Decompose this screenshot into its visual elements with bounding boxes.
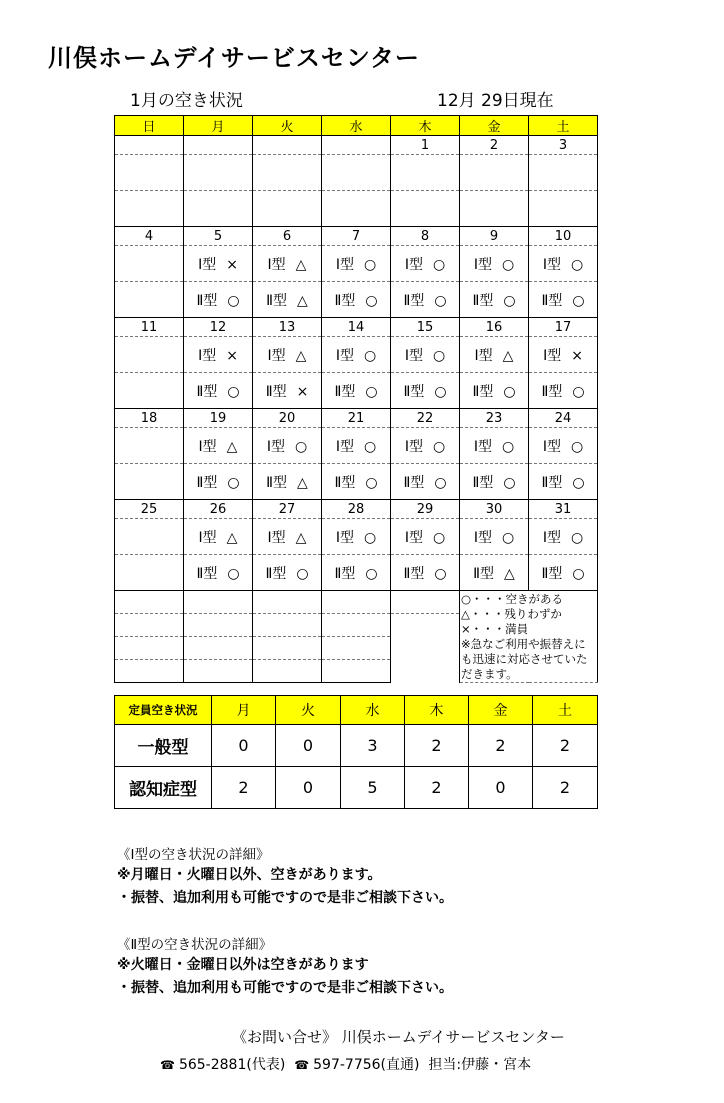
empty-cell <box>253 591 322 614</box>
service-type-label: Ⅱ型 <box>196 565 218 582</box>
service-type-label: Ⅰ型 <box>267 529 286 546</box>
availability-cell <box>391 246 460 282</box>
capacity-value: 0 <box>212 725 276 767</box>
availability-cell <box>391 519 460 555</box>
date-cell: 31 <box>529 500 598 519</box>
date-cell: 21 <box>322 409 391 428</box>
availability-mark: ○ <box>227 565 240 582</box>
availability-cell <box>391 464 460 500</box>
availability-mark: △ <box>226 529 238 546</box>
availability-mark: ○ <box>363 256 377 273</box>
availability-cell <box>460 519 529 555</box>
service-type-label: Ⅰ型 <box>404 529 423 546</box>
weekday-header: 金 <box>460 116 529 136</box>
availability-mark: ○ <box>434 292 447 309</box>
availability-mark: ○ <box>432 256 446 273</box>
date-cell: 14 <box>322 318 391 337</box>
availability-cell <box>253 428 322 464</box>
type1-detail-line2: ・振替、追加利用も可能ですので是非ご相談下さい。 <box>117 890 453 906</box>
phone-icon: ☎ <box>160 1058 175 1072</box>
service-type-label: Ⅱ型 <box>265 383 287 400</box>
service-type-label: Ⅱ型 <box>266 474 288 491</box>
availability-cell <box>529 519 598 555</box>
availability-mark: ○ <box>365 565 378 582</box>
empty-cell <box>322 591 391 614</box>
availability-mark: ○ <box>572 383 585 400</box>
service-type-label: Ⅰ型 <box>474 347 493 364</box>
date-cell: 26 <box>184 500 253 519</box>
capacity-value: 0 <box>276 767 341 809</box>
availability-mark: ○ <box>503 474 516 491</box>
availability-cell <box>115 373 184 409</box>
availability-cell <box>391 373 460 409</box>
tel-main: 565-2881(代表) <box>178 1057 286 1073</box>
service-type-label: Ⅱ型 <box>541 292 563 309</box>
service-type-label: Ⅱ型 <box>472 292 494 309</box>
availability-cell <box>115 191 184 227</box>
availability-mark: ○ <box>570 256 584 273</box>
availability-cell <box>184 337 253 373</box>
availability-mark: ○ <box>432 347 446 364</box>
availability-mark: × <box>226 347 238 364</box>
capacity-day-header: 火 <box>276 696 341 725</box>
availability-cell <box>184 282 253 318</box>
availability-cell <box>391 428 460 464</box>
empty-cell <box>115 591 184 614</box>
service-type-label: Ⅰ型 <box>335 347 354 364</box>
availability-mark: ○ <box>434 565 447 582</box>
availability-cell <box>253 191 322 227</box>
service-type-label: Ⅰ型 <box>198 347 217 364</box>
availability-cell <box>529 155 598 191</box>
staff-contact: 担当:伊藤・宮本 <box>428 1057 532 1073</box>
availability-cell <box>322 464 391 500</box>
availability-cell <box>115 464 184 500</box>
empty-cell <box>253 660 322 683</box>
availability-cell <box>253 373 322 409</box>
service-type-label: Ⅰ型 <box>335 256 354 273</box>
availability-mark: ○ <box>570 529 584 546</box>
availability-cell <box>115 337 184 373</box>
capacity-value: 0 <box>469 767 533 809</box>
type1-detail-heading: 《Ⅰ型の空き状況の詳細》 <box>117 847 270 863</box>
availability-mark: △ <box>295 529 307 546</box>
availability-mark: ○ <box>296 565 309 582</box>
service-type-label: Ⅱ型 <box>196 292 218 309</box>
availability-cell <box>115 428 184 464</box>
service-type-label: Ⅱ型 <box>473 565 495 582</box>
availability-mark: ○ <box>294 438 308 455</box>
availability-cell <box>529 246 598 282</box>
capacity-header-label: 定員空き状況 <box>115 696 212 725</box>
availability-cell <box>253 282 322 318</box>
availability-cell <box>322 428 391 464</box>
availability-cell <box>322 246 391 282</box>
availability-cell <box>115 246 184 282</box>
availability-cell <box>253 519 322 555</box>
date-cell: 16 <box>460 318 529 337</box>
weekday-header: 火 <box>253 116 322 136</box>
capacity-row-label: 一般型 <box>115 725 212 767</box>
availability-cell <box>529 373 598 409</box>
availability-cell <box>322 282 391 318</box>
legend <box>460 591 598 683</box>
availability-cell <box>322 373 391 409</box>
availability-cell <box>184 519 253 555</box>
empty-cell <box>253 637 322 660</box>
type2-detail-line2: ・振替、追加利用も可能ですので是非ご相談下さい。 <box>117 980 453 996</box>
service-type-label: Ⅰ型 <box>542 438 561 455</box>
capacity-value: 2 <box>533 725 598 767</box>
availability-cell <box>322 555 391 591</box>
availability-mark: ○ <box>570 438 584 455</box>
date-cell: 15 <box>391 318 460 337</box>
legend-line: ×・・・満員 <box>461 622 529 636</box>
date-cell: 25 <box>115 500 184 519</box>
service-type-label: Ⅱ型 <box>403 474 425 491</box>
availability-cell <box>322 191 391 227</box>
date-cell: 10 <box>529 227 598 246</box>
service-type-label: Ⅰ型 <box>198 529 217 546</box>
capacity-value: 0 <box>276 725 341 767</box>
legend-line: △・・・残りわずか <box>461 607 562 621</box>
empty-cell <box>184 614 253 637</box>
capacity-value: 2 <box>533 767 598 809</box>
availability-cell <box>184 246 253 282</box>
availability-mark: ○ <box>434 383 447 400</box>
date-cell: 22 <box>391 409 460 428</box>
legend-line: ※急なご利用や振替えにも迅速に対応させていただきます。 <box>461 637 588 681</box>
date-cell: 11 <box>115 318 184 337</box>
date-cell: 29 <box>391 500 460 519</box>
date-cell: 17 <box>529 318 598 337</box>
service-type-label: Ⅰ型 <box>473 438 492 455</box>
date-cell: 13 <box>253 318 322 337</box>
phone-icon: ☎ <box>294 1058 310 1072</box>
availability-cell <box>391 155 460 191</box>
availability-mark: ○ <box>572 474 585 491</box>
availability-cell <box>322 519 391 555</box>
availability-cell <box>322 155 391 191</box>
weekday-header: 日 <box>115 116 184 136</box>
availability-calendar <box>114 115 598 683</box>
availability-mark: ○ <box>501 256 515 273</box>
empty-cell <box>253 614 322 637</box>
service-type-label: Ⅱ型 <box>403 292 425 309</box>
availability-mark: △ <box>504 565 515 582</box>
empty-cell <box>322 637 391 660</box>
availability-cell <box>460 464 529 500</box>
date-cell: 9 <box>460 227 529 246</box>
availability-cell <box>529 282 598 318</box>
capacity-value: 5 <box>341 767 405 809</box>
empty-cell <box>391 591 460 614</box>
availability-cell <box>529 191 598 227</box>
date-cell: 8 <box>391 227 460 246</box>
date-cell: 3 <box>529 136 598 155</box>
date-cell: 6 <box>253 227 322 246</box>
date-cell: 20 <box>253 409 322 428</box>
weekday-header: 月 <box>184 116 253 136</box>
service-type-label: Ⅱ型 <box>541 474 563 491</box>
availability-cell <box>184 191 253 227</box>
service-type-label: Ⅱ型 <box>403 565 425 582</box>
availability-mark: ○ <box>572 565 585 582</box>
availability-mark: △ <box>502 347 514 364</box>
availability-mark: ○ <box>501 438 515 455</box>
availability-cell <box>115 555 184 591</box>
phone-line <box>160 1054 531 1074</box>
availability-mark: ○ <box>503 383 516 400</box>
date-cell: 7 <box>322 227 391 246</box>
availability-cell <box>115 519 184 555</box>
service-type-label: Ⅱ型 <box>334 292 356 309</box>
availability-mark: ○ <box>365 474 378 491</box>
service-type-label: Ⅱ型 <box>472 474 494 491</box>
as-of-date: 12月 29日現在 <box>437 91 554 111</box>
availability-mark: ○ <box>227 383 240 400</box>
capacity-day-header: 土 <box>533 696 598 725</box>
capacity-value: 3 <box>341 725 405 767</box>
availability-mark: × <box>296 383 309 400</box>
empty-cell <box>115 660 184 683</box>
availability-cell <box>184 555 253 591</box>
date-cell: 19 <box>184 409 253 428</box>
service-type-label: Ⅰ型 <box>335 529 354 546</box>
capacity-table <box>114 695 598 809</box>
empty-cell <box>184 637 253 660</box>
availability-cell <box>460 428 529 464</box>
service-type-label: Ⅰ型 <box>473 529 492 546</box>
availability-mark: △ <box>297 292 308 309</box>
weekday-header: 水 <box>322 116 391 136</box>
capacity-day-header: 水 <box>341 696 405 725</box>
availability-cell <box>391 191 460 227</box>
availability-cell <box>529 428 598 464</box>
empty-cell <box>322 614 391 637</box>
service-type-label: Ⅱ型 <box>334 383 356 400</box>
availability-cell <box>184 428 253 464</box>
empty-cell <box>115 637 184 660</box>
availability-cell <box>253 337 322 373</box>
service-type-label: Ⅰ型 <box>335 438 354 455</box>
capacity-value: 2 <box>405 725 469 767</box>
service-type-label: Ⅱ型 <box>334 565 356 582</box>
availability-mark: ○ <box>227 474 240 491</box>
availability-cell <box>391 337 460 373</box>
availability-mark: ○ <box>363 347 377 364</box>
availability-cell <box>253 155 322 191</box>
availability-mark: ○ <box>365 383 378 400</box>
weekday-header: 木 <box>391 116 460 136</box>
date-cell <box>115 136 184 155</box>
date-cell: 23 <box>460 409 529 428</box>
availability-mark: ○ <box>365 292 378 309</box>
service-type-label: Ⅱ型 <box>334 474 356 491</box>
availability-mark: ○ <box>227 292 240 309</box>
availability-cell <box>460 246 529 282</box>
availability-cell <box>460 155 529 191</box>
service-type-label: Ⅱ型 <box>265 565 287 582</box>
availability-cell <box>322 337 391 373</box>
service-type-label: Ⅰ型 <box>473 256 492 273</box>
availability-cell <box>184 155 253 191</box>
service-type-label: Ⅰ型 <box>404 438 423 455</box>
tel-direct: 597-7756(直通) <box>313 1057 420 1073</box>
page-title: 川俣ホームデイサービスセンター <box>48 44 420 72</box>
service-type-label: Ⅰ型 <box>542 256 561 273</box>
service-type-label: Ⅰ型 <box>267 256 286 273</box>
empty-cell <box>184 660 253 683</box>
service-type-label: Ⅰ型 <box>404 347 423 364</box>
date-cell: 30 <box>460 500 529 519</box>
service-type-label: Ⅰ型 <box>404 256 423 273</box>
availability-mark: ○ <box>503 292 516 309</box>
availability-mark: ○ <box>434 474 447 491</box>
availability-mark: △ <box>226 438 238 455</box>
service-type-label: Ⅱ型 <box>196 474 218 491</box>
availability-mark: ○ <box>572 292 585 309</box>
capacity-day-header: 木 <box>405 696 469 725</box>
date-cell: 12 <box>184 318 253 337</box>
empty-cell <box>322 660 391 683</box>
service-type-label: Ⅰ型 <box>267 347 286 364</box>
availability-cell <box>460 337 529 373</box>
service-type-label: Ⅱ型 <box>541 565 563 582</box>
service-type-label: Ⅰ型 <box>198 256 217 273</box>
service-type-label: Ⅱ型 <box>472 383 494 400</box>
availability-mark: △ <box>295 256 307 273</box>
type1-detail-line1: ※月曜日・火曜日以外、空きがあります。 <box>117 867 382 883</box>
availability-cell <box>391 282 460 318</box>
date-cell: 28 <box>322 500 391 519</box>
date-cell: 4 <box>115 227 184 246</box>
legend-line: ○・・・空きがある <box>461 592 564 606</box>
availability-mark: ○ <box>363 438 377 455</box>
availability-cell <box>115 155 184 191</box>
type2-detail-line1: ※火曜日・金曜日以外は空きがあります <box>117 957 369 973</box>
date-cell: 5 <box>184 227 253 246</box>
date-cell: 1 <box>391 136 460 155</box>
date-cell: 27 <box>253 500 322 519</box>
availability-mark: × <box>226 256 238 273</box>
capacity-value: 2 <box>469 725 533 767</box>
availability-cell <box>529 464 598 500</box>
date-cell <box>322 136 391 155</box>
service-type-label: Ⅰ型 <box>266 438 285 455</box>
service-type-label: Ⅱ型 <box>541 383 563 400</box>
capacity-row-label: 認知症型 <box>115 767 212 809</box>
service-type-label: Ⅱ型 <box>266 292 288 309</box>
type2-detail-heading: 《Ⅱ型の空き状況の詳細》 <box>117 937 273 953</box>
empty-cell <box>115 614 184 637</box>
service-type-label: Ⅱ型 <box>196 383 218 400</box>
availability-cell <box>460 373 529 409</box>
availability-mark: ○ <box>432 438 446 455</box>
availability-cell <box>529 555 598 591</box>
weekday-header: 土 <box>529 116 598 136</box>
availability-mark: △ <box>297 474 308 491</box>
service-type-label: Ⅰ型 <box>543 347 562 364</box>
capacity-value: 2 <box>405 767 469 809</box>
availability-cell <box>253 246 322 282</box>
availability-mark: × <box>571 347 583 364</box>
service-type-label: Ⅰ型 <box>198 438 217 455</box>
availability-cell <box>460 555 529 591</box>
availability-mark: ○ <box>501 529 515 546</box>
date-cell <box>184 136 253 155</box>
availability-mark: ○ <box>432 529 446 546</box>
availability-cell <box>253 464 322 500</box>
capacity-value: 2 <box>212 767 276 809</box>
availability-cell <box>460 191 529 227</box>
availability-cell <box>184 373 253 409</box>
service-type-label: Ⅰ型 <box>542 529 561 546</box>
date-cell: 24 <box>529 409 598 428</box>
availability-cell <box>529 337 598 373</box>
empty-cell <box>184 591 253 614</box>
month-subtitle: 1月の空き状況 <box>130 91 243 111</box>
availability-cell <box>253 555 322 591</box>
availability-mark: ○ <box>363 529 377 546</box>
date-cell: 18 <box>115 409 184 428</box>
service-type-label: Ⅱ型 <box>403 383 425 400</box>
capacity-day-header: 金 <box>469 696 533 725</box>
availability-mark: △ <box>295 347 307 364</box>
date-cell <box>253 136 322 155</box>
capacity-day-header: 月 <box>212 696 276 725</box>
date-cell: 2 <box>460 136 529 155</box>
availability-cell <box>184 464 253 500</box>
contact-line: 《お問い合せ》 川俣ホームデイサービスセンター <box>232 1028 565 1046</box>
availability-cell <box>391 555 460 591</box>
availability-cell <box>115 282 184 318</box>
availability-cell <box>460 282 529 318</box>
